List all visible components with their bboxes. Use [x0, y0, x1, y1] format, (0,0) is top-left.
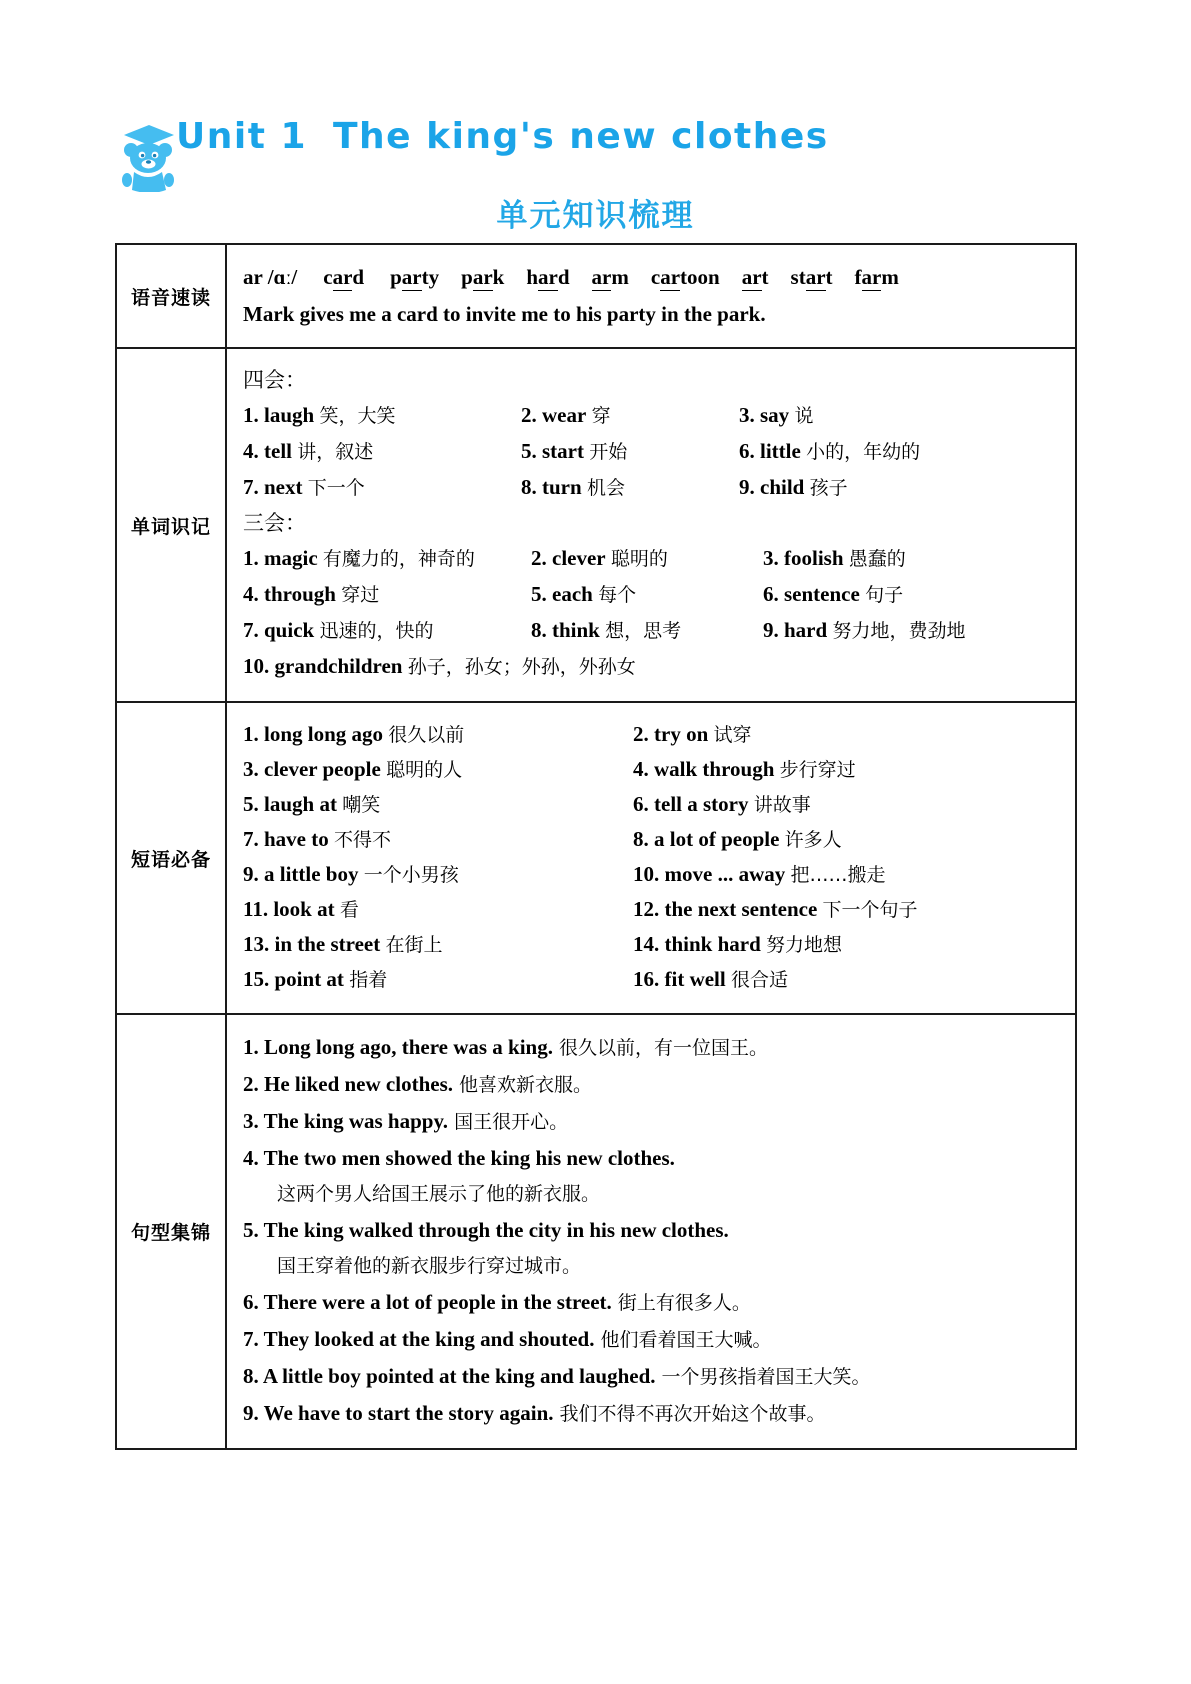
row-label-sentences: 句型集锦 [117, 1015, 227, 1448]
vocab-group-four-label: 四会： [243, 368, 306, 392]
vocab-group-four-list [243, 398, 1065, 506]
row-body-vocabulary [227, 349, 1075, 701]
row-label-vocabulary: 单词识记 [117, 349, 227, 701]
phonics-word: farm [854, 265, 899, 289]
vocab-item-grandchildren: 10. grandchildren 孙子，孙女；外孙，外孙女 [243, 654, 636, 678]
phonics-word: arm [591, 265, 629, 289]
phrase-item: 2. try on 试穿 [633, 722, 752, 746]
sentence-list [243, 1029, 1065, 1432]
vocab-item: 9. hard 努力地，费劲地 [763, 618, 966, 642]
table-row-vocabulary [117, 349, 1075, 703]
phrase-list [243, 717, 1065, 997]
sentence-item: 9. We have to start the story again. 我们不得不再次开始这个故事。 [243, 1401, 826, 1425]
vocab-item: 1. laugh 笑，大笑 [243, 403, 396, 427]
vocab-item: 7. next 下一个 [243, 475, 365, 499]
sentence-item: 6. There were a lot of people in the street. 街上有很多人。 [243, 1290, 751, 1314]
table-row-phrases [117, 703, 1075, 1015]
phrase-item: 6. tell a story 讲故事 [633, 792, 811, 816]
vocab-group-three-list [243, 541, 1065, 649]
phrase-item: 5. laugh at 嘲笑 [243, 792, 381, 816]
vocab-group-three-label: 三会： [243, 511, 306, 535]
vocab-item: 9. child 孩子 [739, 475, 848, 499]
phrase-item: 3. clever people 聪明的人 [243, 757, 463, 781]
phrase-item: 11. look at 看 [243, 897, 359, 921]
page-title [176, 116, 829, 157]
table-row-sentences [117, 1015, 1075, 1448]
phrase-item: 13. in the street 在街上 [243, 932, 443, 956]
phrase-item: 12. the next sentence 下一个句子 [633, 897, 918, 921]
bear-graduate-icon [118, 120, 180, 192]
vocab-item: 7. quick 迅速的，快的 [243, 618, 434, 642]
phonics-word: art [741, 265, 769, 289]
sentence-item: 5. The king walked through the city in his new clothes. 国王穿着他的新衣服步行穿过城市。 [243, 1218, 729, 1277]
phrase-item: 14. think hard 努力地想 [633, 932, 843, 956]
phrase-item: 9. a little boy 一个小男孩 [243, 862, 459, 886]
phrase-item: 8. a lot of people 许多人 [633, 827, 842, 851]
vocab-item: 4. tell 讲，叙述 [243, 439, 374, 463]
phonics-word: card [323, 265, 365, 289]
sentence-item: 1. Long long ago, there was a king. 很久以前，有一位国王。 [243, 1035, 769, 1059]
phonics-word: park [461, 265, 505, 289]
unit-title-text: The king's new clothes [333, 116, 829, 157]
vocab-item: 2. wear 穿 [521, 403, 611, 427]
row-body-phrases [227, 703, 1075, 1013]
phonics-sentence: Mark gives me a card to invite me to his party in the park. [243, 302, 766, 326]
vocab-item: 5. start 开始 [521, 439, 628, 463]
vocab-item: 3. foolish 愚蠢的 [763, 546, 906, 570]
sentence-item: 8. A little boy pointed at the king and laughed. 一个男孩指着国王大笑。 [243, 1364, 871, 1388]
row-label-phonics: 语音速读 [117, 245, 227, 347]
vocab-item: 5. each 每个 [531, 582, 637, 606]
row-label-phrases: 短语必备 [117, 703, 227, 1013]
phrase-item: 16. fit well 很合适 [633, 967, 788, 991]
vocab-item: 8. turn 机会 [521, 475, 625, 499]
vocab-item: 3. say 说 [739, 403, 814, 427]
knowledge-table [115, 243, 1077, 1450]
phrase-item: 1. long long ago 很久以前 [243, 722, 465, 746]
table-row-phonics [117, 245, 1075, 349]
phrase-item: 10. move ... away 把……搬走 [633, 862, 886, 886]
phonics-word: hard [526, 265, 570, 289]
sentence-item: 7. They looked at the king and shouted. 他们看着国王大喊。 [243, 1327, 772, 1351]
phonics-sound: ar /ɑː/ [243, 265, 298, 289]
phonics-word: party [390, 265, 440, 289]
vocab-item: 8. think 想，思考 [531, 618, 682, 642]
sentence-item: 4. The two men showed the king his new clothes. 这两个男人给国王展示了他的新衣服。 [243, 1146, 675, 1205]
unit-label: Unit 1 [176, 116, 307, 157]
phrase-item: 4. walk through 步行穿过 [633, 757, 856, 781]
vocab-item: 4. through 穿过 [243, 582, 380, 606]
vocab-item: 6. sentence 句子 [763, 582, 904, 606]
sentence-item: 2. He liked new clothes. 他喜欢新衣服。 [243, 1072, 593, 1096]
phrase-item: 7. have to 不得不 [243, 827, 392, 851]
phrase-item: 15. point at 指着 [243, 967, 388, 991]
phonics-word: start [790, 265, 833, 289]
phonics-word-line [243, 259, 1065, 295]
row-body-phonics [227, 245, 1075, 347]
sentence-item: 3. The king was happy. 国王很开心。 [243, 1109, 569, 1133]
vocab-item: 2. clever 聪明的 [531, 546, 668, 570]
page-header [0, 112, 1191, 192]
page-subtitle: 单元知识梳理 [496, 198, 695, 234]
phonics-word: cartoon [650, 265, 720, 289]
vocab-item: 1. magic 有魔力的，神奇的 [243, 546, 475, 570]
row-body-sentences [227, 1015, 1075, 1448]
vocab-item: 6. little 小的，年幼的 [739, 439, 921, 463]
